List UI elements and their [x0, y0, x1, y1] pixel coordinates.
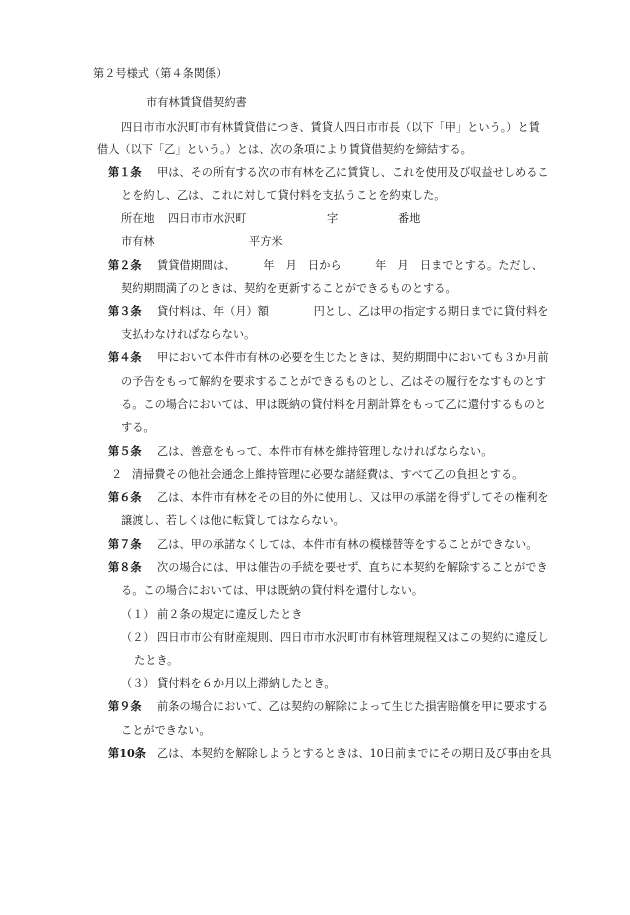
preamble-line: 四日市市水沢町市有林賃貸借につき、賃貸人四日市市長（以下「甲」という。）と賃	[121, 121, 540, 134]
article-9-line: ことができない。	[121, 724, 211, 737]
article-5-heading: 第５条	[108, 444, 142, 458]
list-item-number: （２）	[121, 631, 155, 644]
preamble-line: 借人（以下「乙」という。）とは、次の条項により賃貸借契約を締結する。	[97, 143, 472, 156]
location-value: 四日市市水沢町	[168, 212, 247, 225]
list-item-text: 前２条の規定に違反したとき	[157, 608, 303, 621]
article-4-line: る。この場合においては、甲は既納の貸付料を月割計算をもって乙に還付するものと	[121, 398, 547, 411]
article-5-paragraph-number: ２	[111, 468, 123, 481]
article-8-line: る。この場合においては、甲は既納の貸付料を還付しない。	[121, 584, 424, 597]
article-2-heading: 第２条	[108, 258, 142, 272]
aza-label: 字	[327, 212, 339, 225]
article-4-line: 甲において本件市有林の必要を生じたときは、契約期間中においても３か月前	[157, 351, 549, 364]
article-1-heading: 第１条	[108, 165, 142, 179]
article-4-line: の予告をもって解約を要求することができるものとし、乙はその履行をなすものとす	[121, 375, 547, 388]
list-item-number: （１）	[121, 608, 155, 621]
document-title: 市有林賃貸借契約書	[146, 96, 247, 109]
list-item-text: たとき。	[134, 654, 179, 667]
article-3-heading: 第３条	[108, 304, 142, 318]
article-2-line: 賃貸借期間は、 年 月 日から 年 月 日までとする。ただし、	[157, 259, 543, 272]
article-4-heading: 第４条	[108, 350, 142, 364]
article-5-line: 乙は、善意をもって、本件市有林を維持管理しなければならない。	[157, 445, 493, 458]
article-4-line: する。	[121, 421, 155, 434]
list-item-text: 貸付料を６か月以上滞納したとき。	[157, 677, 336, 690]
article-3-line: 支払わなければならない。	[121, 328, 256, 341]
article-2-line: 契約期間満了のときは、契約を更新することができるものとする。	[121, 282, 457, 295]
article-9-line: 前条の場合において、乙は契約の解除によって生じた損害賠償を甲に要求する	[157, 700, 549, 713]
article-6-line: 乙は、本件市有林をその目的外に使用し、又は甲の承諾を得ずしてその権利を	[157, 491, 549, 504]
article-6-heading: 第６条	[108, 490, 142, 504]
article-7-line: 乙は、甲の承諾なくしては、本件市有林の模様替等をすることができない。	[157, 538, 538, 551]
article-8-line: 次の場合には、甲は催告の手続を要せず、直ちに本契約を解除することができ	[157, 561, 548, 574]
article-9-heading: 第９条	[108, 699, 142, 713]
list-item-text: 四日市市公有財産規則、四日市市水沢町市有林管理規程又はこの契約に違反し	[157, 631, 549, 644]
area-unit: 平方米	[249, 235, 283, 248]
article-1-line: 甲は、その所有する次の市有林を乙に賃貸し、これを使用及び収益せしめるこ	[157, 166, 549, 179]
article-1-line: とを約し、乙は、これに対して貸付料を支払うことを約束した。	[121, 189, 446, 202]
location-label: 所在地	[121, 212, 155, 225]
article-3-line: 貸付料は、年（月）額 円とし、乙は甲の指定する期日までに貸付料を	[157, 305, 549, 318]
form-label: 第２号様式（第４条関係）	[93, 67, 228, 80]
article-10-heading: 第10条	[108, 746, 146, 760]
article-10-line: 乙は、本契約を解除しようとするときは、10日前までにその期日及び事由を具	[157, 747, 552, 760]
article-7-heading: 第７条	[108, 537, 142, 551]
article-6-line: 譲渡し、若しくは他に転貸してはならない。	[121, 514, 345, 527]
article-5-paragraph-text: 清掃費その他社会通念上維持管理に必要な諸経費は、すべて乙の負担とする。	[132, 468, 524, 481]
banchi-label: 番地	[398, 212, 421, 225]
article-8-heading: 第８条	[108, 560, 142, 574]
list-item-number: （３）	[121, 677, 155, 690]
forest-label: 市有林	[121, 235, 155, 248]
